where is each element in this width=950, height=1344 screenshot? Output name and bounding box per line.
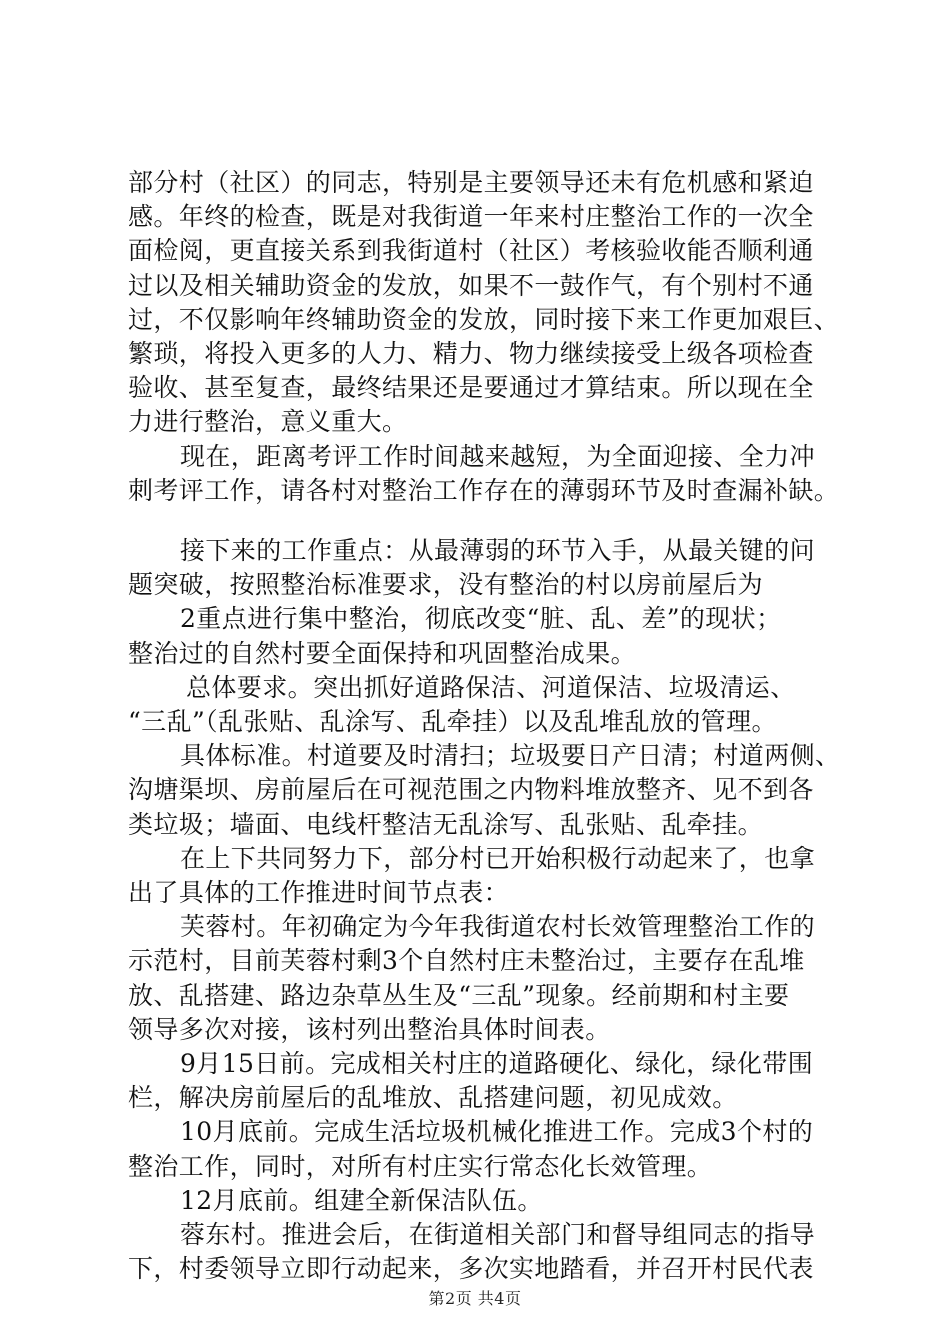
text-line: 面检阅，更直接关系到我街道村（社区）考核验收能否顺利通 bbox=[128, 236, 814, 266]
text-line: 过，不仅影响年终辅助资金的发放，同时接下来工作更加艰巨、 bbox=[128, 304, 840, 334]
text-line: 整治工作，同时，对所有村庄实行常态化长效管理。 bbox=[128, 1151, 713, 1181]
text-line: 力进行整治，意义重大。 bbox=[128, 407, 408, 437]
text-line: 下，村委领导立即行动起来，多次实地踏看，并召开村民代表 bbox=[128, 1254, 814, 1284]
text-line: 芙蓉村。年初确定为今年我街道农村长效管理整治工作的 bbox=[180, 912, 816, 942]
text-line: 放、乱搭建、路边杂草丛生及“三乱”现象。经前期和村主要 bbox=[128, 980, 790, 1010]
text-line: 部分村（社区）的同志，特别是主要领导还未有危机感和紧迫 bbox=[128, 168, 814, 197]
text-line: 感。年终的检查，既是对我街道一年来村庄整治工作的一次全 bbox=[128, 202, 814, 232]
text-line: 栏，解决房前屋后的乱堆放、乱搭建问题，初见成效。 bbox=[128, 1083, 738, 1113]
text-line: 10月底前。完成生活垃圾机械化推进工作。完成3个村的 bbox=[180, 1117, 814, 1147]
paragraph-gap bbox=[128, 508, 858, 534]
text-line: 验收、甚至复查，最终结果还是要通过才算结束。所以现在全 bbox=[128, 373, 814, 403]
text-line: 领导多次对接，该村列出整治具体时间表。 bbox=[128, 1014, 611, 1044]
text-line: 总体要求。突出抓好道路保洁、河道保洁、垃圾清运、 bbox=[186, 672, 796, 702]
text-line: 沟塘渠坝、房前屋后在可视范围之内物料堆放整齐、见不到各 bbox=[128, 775, 814, 805]
text-line: 接下来的工作重点：从最薄弱的环节入手，从最关键的问 bbox=[180, 536, 816, 566]
text-line: 现在，距离考评工作时间越来越短，为全面迎接、全力冲 bbox=[180, 441, 816, 471]
text-line: 繁琐，将投入更多的人力、精力、物力继续接受上级各项检查 bbox=[128, 339, 814, 369]
page-footer: 第2页 共4页 bbox=[428, 1289, 522, 1308]
text-line: 类垃圾；墙面、电线杆整洁无乱涂写、乱张贴、乱牵挂。 bbox=[128, 809, 764, 839]
text-line: 题突破，按照整治标准要求，没有整治的村以房前屋后为 bbox=[128, 570, 764, 600]
text-line: 蓉东村。推进会后，在街道相关部门和督导组同志的指导 bbox=[180, 1220, 816, 1250]
text-line: 示范村，目前芙蓉村剩3个自然村庄未整治过，主要存在乱堆 bbox=[128, 946, 805, 976]
text-line: 出了具体的工作推进时间节点表： bbox=[128, 878, 510, 908]
text-line: 过以及相关辅助资金的发放，如果不一鼓作气，有个别村不通 bbox=[128, 270, 814, 300]
text-line: 整治过的自然村要全面保持和巩固整治成果。 bbox=[128, 638, 637, 668]
text-line: 刺考评工作，请各村对整治工作存在的薄弱环节及时查漏补缺。 bbox=[128, 475, 840, 505]
text-line: “三乱”（乱张贴、乱涂写、乱牵挂）以及乱堆乱放的管理。 bbox=[128, 707, 777, 737]
text-line: 在上下共同努力下，部分村已开始积极行动起来了，也拿 bbox=[180, 843, 816, 873]
document-body bbox=[128, 166, 858, 1287]
text-line: 2重点进行集中整治，彻底改变“脏、乱、差”的现状； bbox=[180, 604, 782, 634]
text-line: 具体标准。村道要及时清扫；垃圾要日产日清；村道两侧、 bbox=[180, 741, 841, 771]
text-line: 9月15日前。完成相关村庄的道路硬化、绿化，绿化带围 bbox=[180, 1049, 814, 1079]
text-line: 12月底前。组建全新保洁队伍。 bbox=[180, 1185, 543, 1215]
